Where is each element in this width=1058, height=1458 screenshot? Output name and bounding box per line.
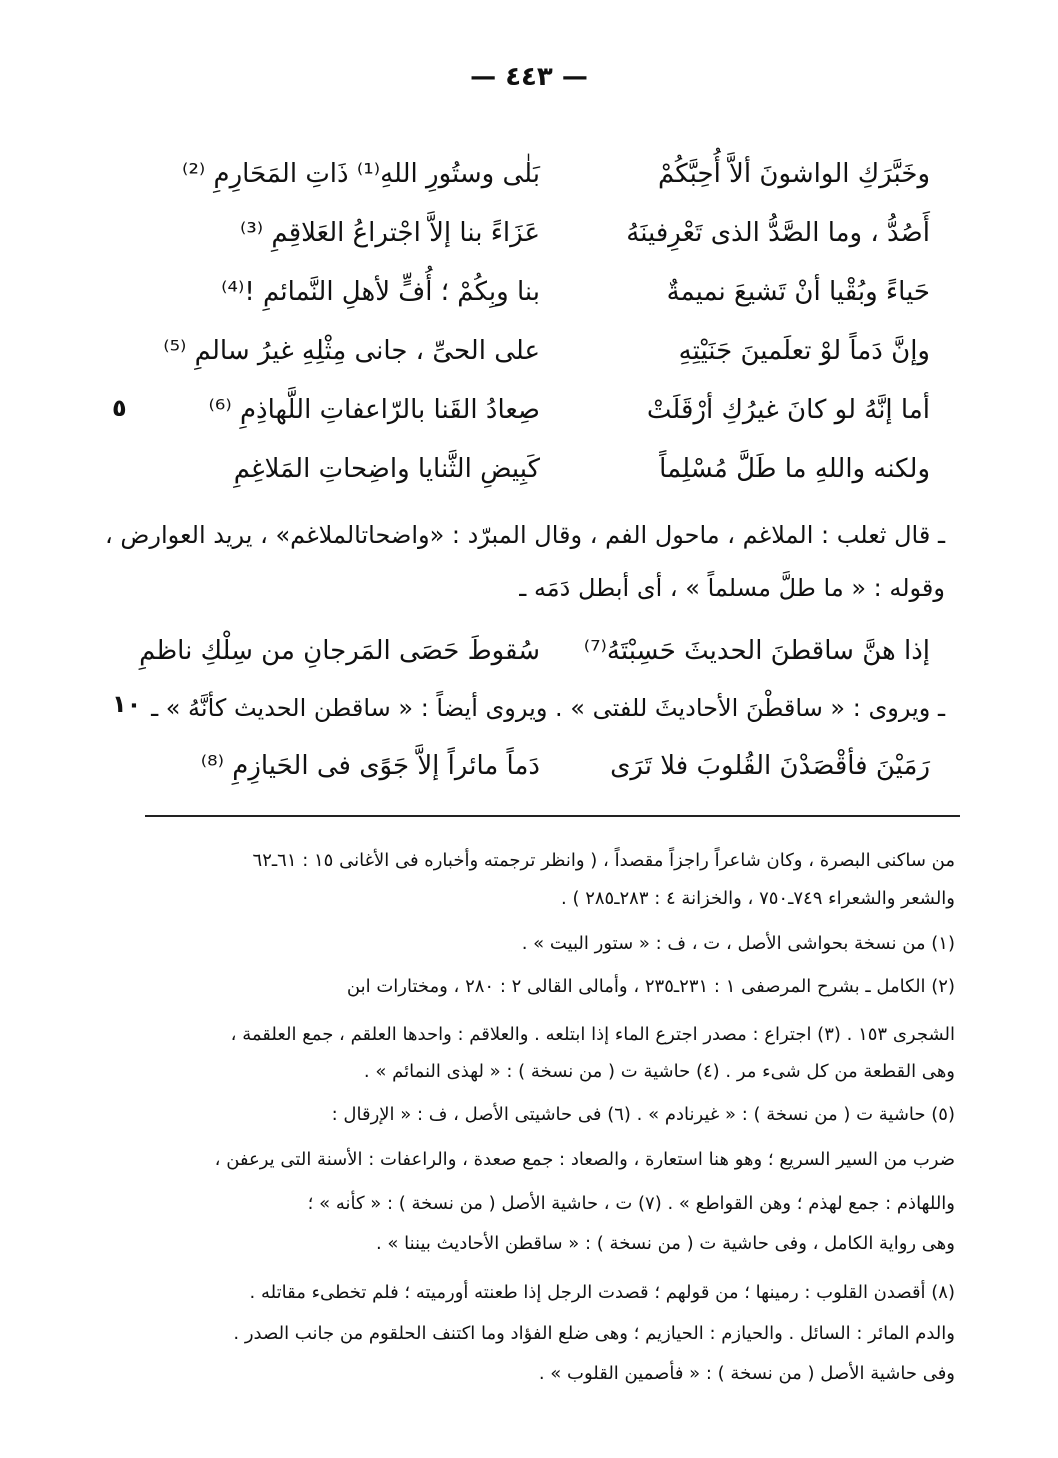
line-number-10: ١٠ [112, 690, 142, 718]
footnote-line-9: واللهاذم : جمع لهذم ؛ وهن القواطع » . (٧) ت ، حاشية الأصل ( من نسخة ) : « كأنه » ؛ [307, 1193, 955, 1214]
hemistich-first: وخَبَّرَكِ الواشونَ ألاَّ أُحِبَّكُمْ [657, 159, 930, 189]
verse-line-7 [139, 625, 930, 677]
footnote-line-10: وهى رواية الكامل ، وفى حاشية ت ( من نسخة ) : « ساقطن الأحاديث بيننا » . [375, 1233, 955, 1254]
footnote-line-13: وفى حاشية الأصل ( من نسخة ) : « فأصمين القلوب » . [538, 1363, 955, 1384]
hemistich-first: إذا هنَّ ساقطنَ الحديثَ حَسِبْتَهُ⁽⁷⁾ [583, 636, 930, 666]
hemistich-second: بَلٰى وستُورِ اللهِ⁽¹⁾ ذَاتِ المَحَارِمِ ⁽²⁾ [182, 159, 540, 189]
hemistich-second: سُقوطَ حَصَى المَرجانِ من سِلْكِ ناظمِ [139, 636, 540, 666]
footnote-line-6: وهى القطعة من كل شىء مر . (٤) حاشية ت ( من نسخة ) : « لهذى النمائم » . [363, 1061, 955, 1082]
hemistich-second: على الحىِّ ، جانى مِثْلِهِ غيرُ سالمِ ⁽⁵⁾ [163, 336, 540, 366]
footnote-separator [145, 815, 960, 817]
commentary-line-3: ـ ويروى : « ساقطْنَ الأحاديثَ للفتى » . ويروى أيضاً : « ساقطن الحديث كأنَّهُ » ـ [151, 694, 945, 722]
commentary-line-1: ـ قال ثعلب : الملاغم ، ماحول الفم ، وقال المبرّد : «واضحاتالملاغم» ، يريد العوارض ، [105, 521, 945, 549]
footnote-line-3: (١) من نسخة بحواشى الأصل ، ت ، ف : « ستور البيت » . [521, 933, 955, 954]
hemistich-second: كَبِيضِ الثَّنايا واضِحاتِ المَلاغِمِ [233, 454, 540, 484]
footnote-line-2: والشعر والشعراء ٧٤٩ـ٧٥٠ ، والخزانة ٤ : ٢٨٣ـ٢٨٥ ) . [561, 888, 955, 909]
verse-line-2 [190, 207, 930, 259]
commentary-line-2: وقوله : « ما طلَّ مسلماً » ، أى أبطل دَمَه ـ [519, 574, 945, 602]
verse-line-1 [182, 148, 930, 200]
hemistich-first: حَياءً وبُقْيا أنْ تَشيعَ نميمةٌ [666, 277, 930, 307]
footnote-line-11: (٨) أقصدن القلوب : رمينها ؛ من قولهم ؛ قصدت الرجل إذا طعنته أورميته ؛ فلم تخطىء مقاتله . [249, 1282, 955, 1303]
verse-line-3 [190, 266, 930, 318]
hemistich-second: دَماً مائراً إلاَّ جَوًى فى الحَيازِمِ ⁽⁸⁾ [200, 751, 540, 781]
hemistich-first: ولكنه واللهِ ما طَلَّ مُسْلِماً [659, 454, 930, 484]
footnote-line-8: ضرب من السير السريع ؛ وهو هنا استعارة ، والصعاد : جمع صعدة ، والراعفات : الأسنة التى يرعفن ، [214, 1149, 955, 1170]
verse-line-6 [190, 443, 930, 495]
verse-line-5 [190, 384, 930, 436]
hemistich-first: رَمَيْنَ فأقْصَدْنَ القُلوبَ فلا تَرَى [610, 751, 930, 781]
line-number-5: ٥ [112, 394, 127, 422]
hemistich-second: صِعادُ القَنا بالرّاعفاتِ اللَّهاذِمِ ⁽⁶⁾ [208, 395, 540, 425]
verse-line-4 [163, 325, 930, 377]
hemistich-first: أما إنَّهُ لو كانَ غيرُكِ أرْقَلَتْ [646, 395, 930, 425]
verse-line-8 [190, 740, 930, 792]
hemistich-first: وإنَّ دَماً لوْ تعلَمينَ جَنَيْتِهِ [678, 336, 930, 366]
footnote-line-12: والدم المائر : السائل . والحيازم : الحيازيم ؛ وهى ضلع الفؤاد وما اكتنف الحلقوم من جانب الصدر . [233, 1323, 955, 1344]
footnote-line-1: من ساكنى البصرة ، وكان شاعراً راجزاً مقصداً ، ( وانظر ترجمته وأخباره فى الأغانى ١٥ : ٦١ـ٦٢ [252, 850, 955, 871]
page-number: — ٤٤٣ — [470, 62, 588, 92]
hemistich-second: بنا وبِكُمْ ؛ أُفٍّ لأهلِ النَّمائمِ !⁽⁴⁾ [221, 277, 540, 307]
footnote-line-7: (٥) حاشية ت ( من نسخة ) : « غيرنادم » . (٦) فى حاشيتى الأصل ، ف : « الإرقال : [331, 1104, 955, 1125]
footnote-line-5: الشجرى ١٥٣ . (٣) اجتراع : مصدر اجترع الماء إذا ابتلعه . والعلاقم : واحدها العلقم ، جمع العلقمة ، [230, 1024, 955, 1045]
hemistich-first: أَصُدُّ ، وما الصَّدُّ الذى تَعْرِفينَهُ [626, 218, 930, 248]
footnote-line-4: (٢) الكامل ـ بشرح المرصفى ١ : ٢٣١ـ٢٣٥ ، وأمالى القالى ٢ : ٢٨٠ ، ومختارات ابن [346, 976, 955, 997]
hemistich-second: عَزَاءً بنا إلاَّ اجْتراعُ العَلاقِمِ ⁽³⁾ [239, 218, 540, 248]
